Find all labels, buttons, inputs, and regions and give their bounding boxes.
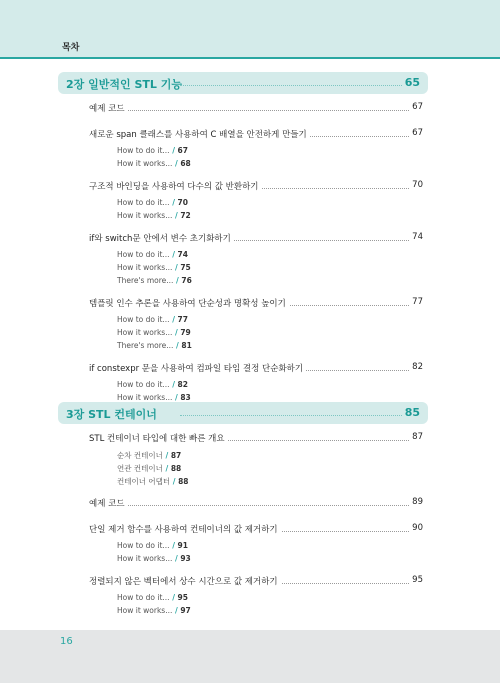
entry-page-number: 74 — [412, 232, 423, 242]
toc-entry[interactable] — [89, 232, 423, 246]
toc-entry[interactable] — [89, 102, 423, 116]
slash-separator: / — [162, 451, 171, 460]
toc-subentry[interactable] — [117, 450, 181, 462]
toc-subentry[interactable] — [117, 476, 189, 488]
toc-subentry[interactable] — [117, 159, 191, 171]
subentry-title: How to do it... — [117, 198, 170, 207]
toc-subentry[interactable] — [117, 263, 191, 275]
entry-page-number: 95 — [412, 575, 423, 585]
subentry-title: There's more... — [117, 276, 174, 285]
subentry-page-number: 75 — [180, 263, 191, 272]
subentry-page-number: 88 — [178, 477, 189, 486]
subentry-page-number: 87 — [170, 451, 182, 460]
chapter-heading[interactable] — [58, 402, 428, 424]
entry-title: 새로운 span 클래스를 사용하여 C 배열을 안전하게 만들기 — [89, 128, 310, 140]
subentry-title: How to do it... — [117, 315, 170, 324]
entry-page-number: 90 — [412, 523, 423, 533]
subentry-title: 순차 컨테이너 — [117, 451, 163, 460]
subentry-page-number: 83 — [180, 393, 191, 402]
subentry-title: How to do it... — [117, 593, 170, 602]
entry-page-number: 67 — [412, 128, 423, 138]
slash-separator: / — [172, 211, 181, 220]
slash-separator: / — [172, 554, 181, 563]
toc-subentry[interactable] — [117, 198, 188, 210]
subentry-page-number: 70 — [177, 198, 188, 207]
slash-separator: / — [172, 328, 181, 337]
slash-separator: / — [169, 541, 178, 550]
toc-subentry[interactable] — [117, 328, 191, 340]
toc-entry[interactable] — [89, 575, 423, 589]
subentry-title: How it works... — [117, 211, 173, 220]
entry-title: 단일 제거 함수를 사용하여 컨테이너의 값 제거하기 — [89, 523, 281, 535]
entry-page-number: 77 — [412, 297, 423, 307]
dot-leader — [180, 415, 402, 416]
subentry-page-number: 95 — [177, 593, 188, 602]
subentry-title: How it works... — [117, 328, 173, 337]
slash-separator: / — [172, 263, 181, 272]
subentry-title: How it works... — [117, 393, 173, 402]
header-rule — [0, 57, 500, 59]
toc-entry[interactable] — [89, 297, 423, 311]
subentry-page-number: 76 — [181, 276, 192, 285]
subentry-page-number: 93 — [180, 554, 191, 563]
subentry-title: How it works... — [117, 159, 173, 168]
subentry-title: How it works... — [117, 554, 173, 563]
subentry-page-number: 68 — [180, 159, 191, 168]
slash-separator: / — [169, 315, 178, 324]
toc-entry[interactable] — [89, 523, 423, 537]
subentry-title: 컨테이너 어댑터 — [117, 477, 171, 486]
page-number: 16 — [60, 636, 73, 647]
entry-title: 템플릿 인수 추론을 사용하여 단순성과 명확성 높이기 — [89, 297, 289, 309]
subentry-title: There's more... — [117, 341, 174, 350]
slash-separator: / — [170, 477, 179, 486]
slash-separator: / — [173, 276, 182, 285]
subentry-page-number: 88 — [170, 464, 182, 473]
toc-subentry[interactable] — [117, 341, 192, 353]
slash-separator: / — [169, 250, 178, 259]
entry-title: STL 컨테이너 타입에 대한 빠른 개요 — [89, 432, 228, 444]
entry-page-number: 89 — [412, 497, 423, 507]
slash-separator: / — [172, 606, 181, 615]
slash-separator: / — [169, 198, 178, 207]
chapter-page-number: 65 — [404, 76, 420, 89]
footer-band — [0, 630, 500, 683]
slash-separator: / — [169, 146, 178, 155]
slash-separator: / — [173, 341, 182, 350]
entry-page-number: 87 — [412, 432, 423, 442]
slash-separator: / — [169, 593, 178, 602]
toc-subentry[interactable] — [117, 593, 188, 605]
subentry-page-number: 91 — [177, 541, 188, 550]
slash-separator: / — [172, 159, 181, 168]
toc-subentry[interactable] — [117, 554, 191, 566]
subentry-title: How to do it... — [117, 146, 170, 155]
subentry-page-number: 81 — [181, 341, 192, 350]
subentry-page-number: 77 — [177, 315, 188, 324]
toc-subentry[interactable] — [117, 541, 188, 553]
subentry-page-number: 72 — [180, 211, 191, 220]
subentry-page-number: 97 — [180, 606, 191, 615]
subentry-title: How to do it... — [117, 541, 170, 550]
entry-title: 구조적 바인딩을 사용하여 다수의 값 반환하기 — [89, 180, 262, 192]
slash-separator: / — [172, 393, 181, 402]
subentry-page-number: 82 — [177, 380, 188, 389]
toc-subentry[interactable] — [117, 250, 188, 262]
header-label: 목차 — [62, 43, 80, 53]
chapter-page-number: 85 — [404, 406, 420, 419]
slash-separator: / — [169, 380, 178, 389]
subentry-page-number: 79 — [180, 328, 191, 337]
dot-leader — [89, 110, 409, 111]
toc-entry[interactable] — [89, 128, 423, 142]
entry-title: 정렬되지 않은 벡터에서 상수 시간으로 값 제거하기 — [89, 575, 281, 587]
entry-title: 예제 코드 — [89, 102, 128, 114]
subentry-title: How it works... — [117, 606, 173, 615]
subentry-title: How it works... — [117, 263, 173, 272]
entry-title: if와 switch문 안에서 변수 초기화하기 — [89, 232, 234, 244]
toc-subentry[interactable] — [117, 380, 188, 392]
entry-page-number: 82 — [412, 362, 423, 372]
chapter-title: 2장 일반적인 STL 기능 — [66, 78, 182, 91]
toc-subentry[interactable] — [117, 463, 181, 475]
subentry-title: How to do it... — [117, 250, 170, 259]
entry-page-number: 70 — [412, 180, 423, 190]
toc-subentry[interactable] — [117, 276, 192, 288]
chapter-title: 3장 STL 컨테이너 — [66, 408, 157, 421]
subentry-title: How to do it... — [117, 380, 170, 389]
dot-leader — [89, 505, 409, 506]
subentry-page-number: 74 — [177, 250, 188, 259]
toc-subentry[interactable] — [117, 606, 191, 618]
toc-entry[interactable] — [89, 432, 423, 446]
subentry-title: 연관 컨테이너 — [117, 464, 163, 473]
chapter-heading[interactable] — [58, 72, 428, 94]
dot-leader — [180, 85, 402, 86]
toc-entry[interactable] — [89, 180, 423, 194]
toc-subentry[interactable] — [117, 315, 188, 327]
toc-entry[interactable] — [89, 497, 423, 511]
entry-page-number: 67 — [412, 102, 423, 112]
toc-subentry[interactable] — [117, 146, 188, 158]
toc-subentry[interactable] — [117, 211, 191, 223]
entry-title: 예제 코드 — [89, 497, 128, 509]
subentry-page-number: 67 — [177, 146, 188, 155]
entry-title: if constexpr 문을 사용하여 컴파일 타임 결정 단순화하기 — [89, 362, 306, 374]
toc-entry[interactable] — [89, 362, 423, 376]
slash-separator: / — [162, 464, 171, 473]
